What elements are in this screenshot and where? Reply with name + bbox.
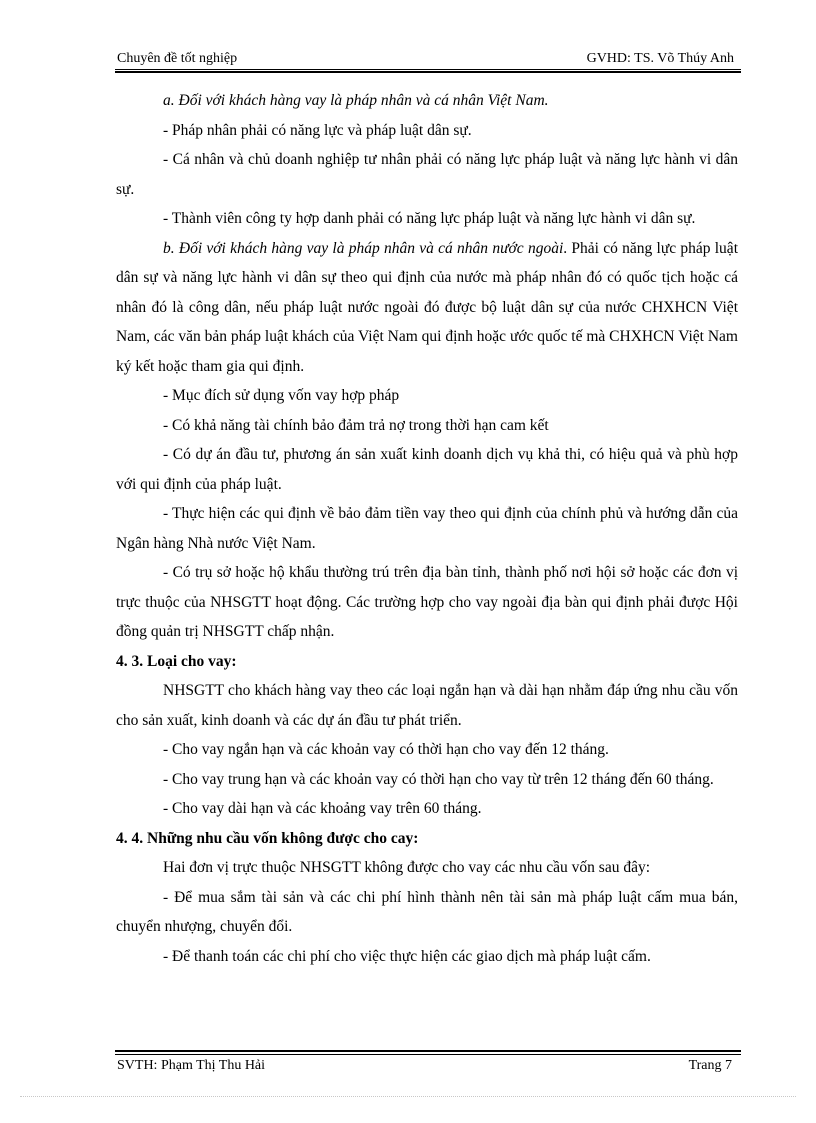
paragraph: - Cá nhân và chủ doanh nghiệp tư nhân phải có năng lực pháp luật và năng lực hành vi dân sự. — [116, 151, 738, 198]
header-rule-thick — [115, 71, 741, 73]
footer-rule-thin — [115, 1054, 741, 1055]
section-b-title: b. Đối với khách hàng vay là pháp nhân và cá nhân nước ngoài — [163, 239, 564, 257]
paragraph: Hai đơn vị trực thuộc NHSGTT không được cho vay các nhu cầu vốn sau đây: — [163, 859, 651, 876]
paragraph: - Để thanh toán các chi phí cho việc thực hiện các giao dịch mà pháp luật cấm. — [163, 947, 651, 965]
paragraph: - Thực hiện các qui định về bảo đảm tiền vay theo qui định của chính phủ và hướng dẫn của Ngân hàng Nhà nước Việt Nam. — [116, 505, 738, 552]
heading-4-3: 4. 3. Loại cho vay: — [116, 652, 237, 670]
header-title: Chuyên đề tốt nghiệp — [117, 51, 238, 66]
paragraph: - Thành viên công ty hợp danh phải có năng lực pháp luật và năng lực hành vi dân sự. — [163, 210, 696, 227]
paragraph: - Có dự án đầu tư, phương án sản xuất kinh doanh dịch vụ khả thi, có hiệu quả và phù hợp với qui định của pháp luật. — [116, 446, 738, 493]
paragraph: NHSGTT cho khách hàng vay theo các loại ngắn hạn và dài hạn nhằm đáp ứng nhu cầu vốn cho sản xuất, kinh doanh và các dự án đầu tư phát triển. — [116, 682, 738, 729]
section-a-title: a. Đối với khách hàng vay là pháp nhân và cá nhân Việt Nam. — [163, 92, 549, 109]
heading-4-4: 4. 4. Những nhu cầu vốn không được cho cay: — [116, 829, 419, 847]
document-body — [116, 86, 738, 971]
header-advisor: GVHD: TS. Võ Thúy Anh — [586, 51, 734, 66]
paragraph: - Cho vay trung hạn và các khoản vay có thời hạn cho vay từ trên 12 tháng đến 60 tháng. — [163, 770, 714, 788]
footer-student: SVTH: Phạm Thị Thu Hải — [117, 1058, 266, 1073]
page-number: Trang 7 — [688, 1058, 732, 1073]
paragraph: - Pháp nhân phải có năng lực và pháp luật dân sự. — [163, 121, 472, 139]
section-b-text: . Phải có năng lực pháp luật dân sự và năng lực hành vi dân sự theo qui định của nước mà pháp nhân đó có quốc tịch hoặc cá nhân đó là công dân, nếu pháp luật nước ngoài đó được bộ luật dân sự của nước CHXHCN Việt Nam, các văn bản pháp luật khách của Việt Nam qui định hoặc ước quốc tế mà CHXHCN Việt Nam ký kết hoặc tham gia qui định. — [116, 239, 738, 375]
page-edge-divider — [20, 1096, 796, 1097]
footer-rule-thick — [115, 1050, 741, 1052]
header-rule-thin — [115, 69, 741, 70]
paragraph: - Cho vay ngắn hạn và các khoản vay có thời hạn cho vay đến 12 tháng. — [163, 741, 609, 758]
section-b-paragraph — [116, 234, 738, 382]
paragraph: - Để mua sắm tài sản và các chi phí hình thành nên tài sản mà pháp luật cấm mua bán, chuyển nhượng, chuyển đổi. — [116, 888, 738, 935]
paragraph: - Cho vay dài hạn và các khoảng vay trên 60 tháng. — [163, 800, 482, 817]
paragraph: - Có trụ sở hoặc hộ khẩu thường trú trên địa bàn tỉnh, thành phố nơi hội sở hoặc các đơn vị trực thuộc của NHSGTT hoạt động. Các trường hợp cho vay ngoài địa bàn qui định phải được Hội đồng quản trị NHSGTT chấp nhận. — [116, 564, 738, 640]
paragraph: - Có khả năng tài chính bảo đảm trả nợ trong thời hạn cam kết — [163, 416, 549, 434]
paragraph: - Mục đích sử dụng vốn vay hợp pháp — [163, 387, 400, 404]
